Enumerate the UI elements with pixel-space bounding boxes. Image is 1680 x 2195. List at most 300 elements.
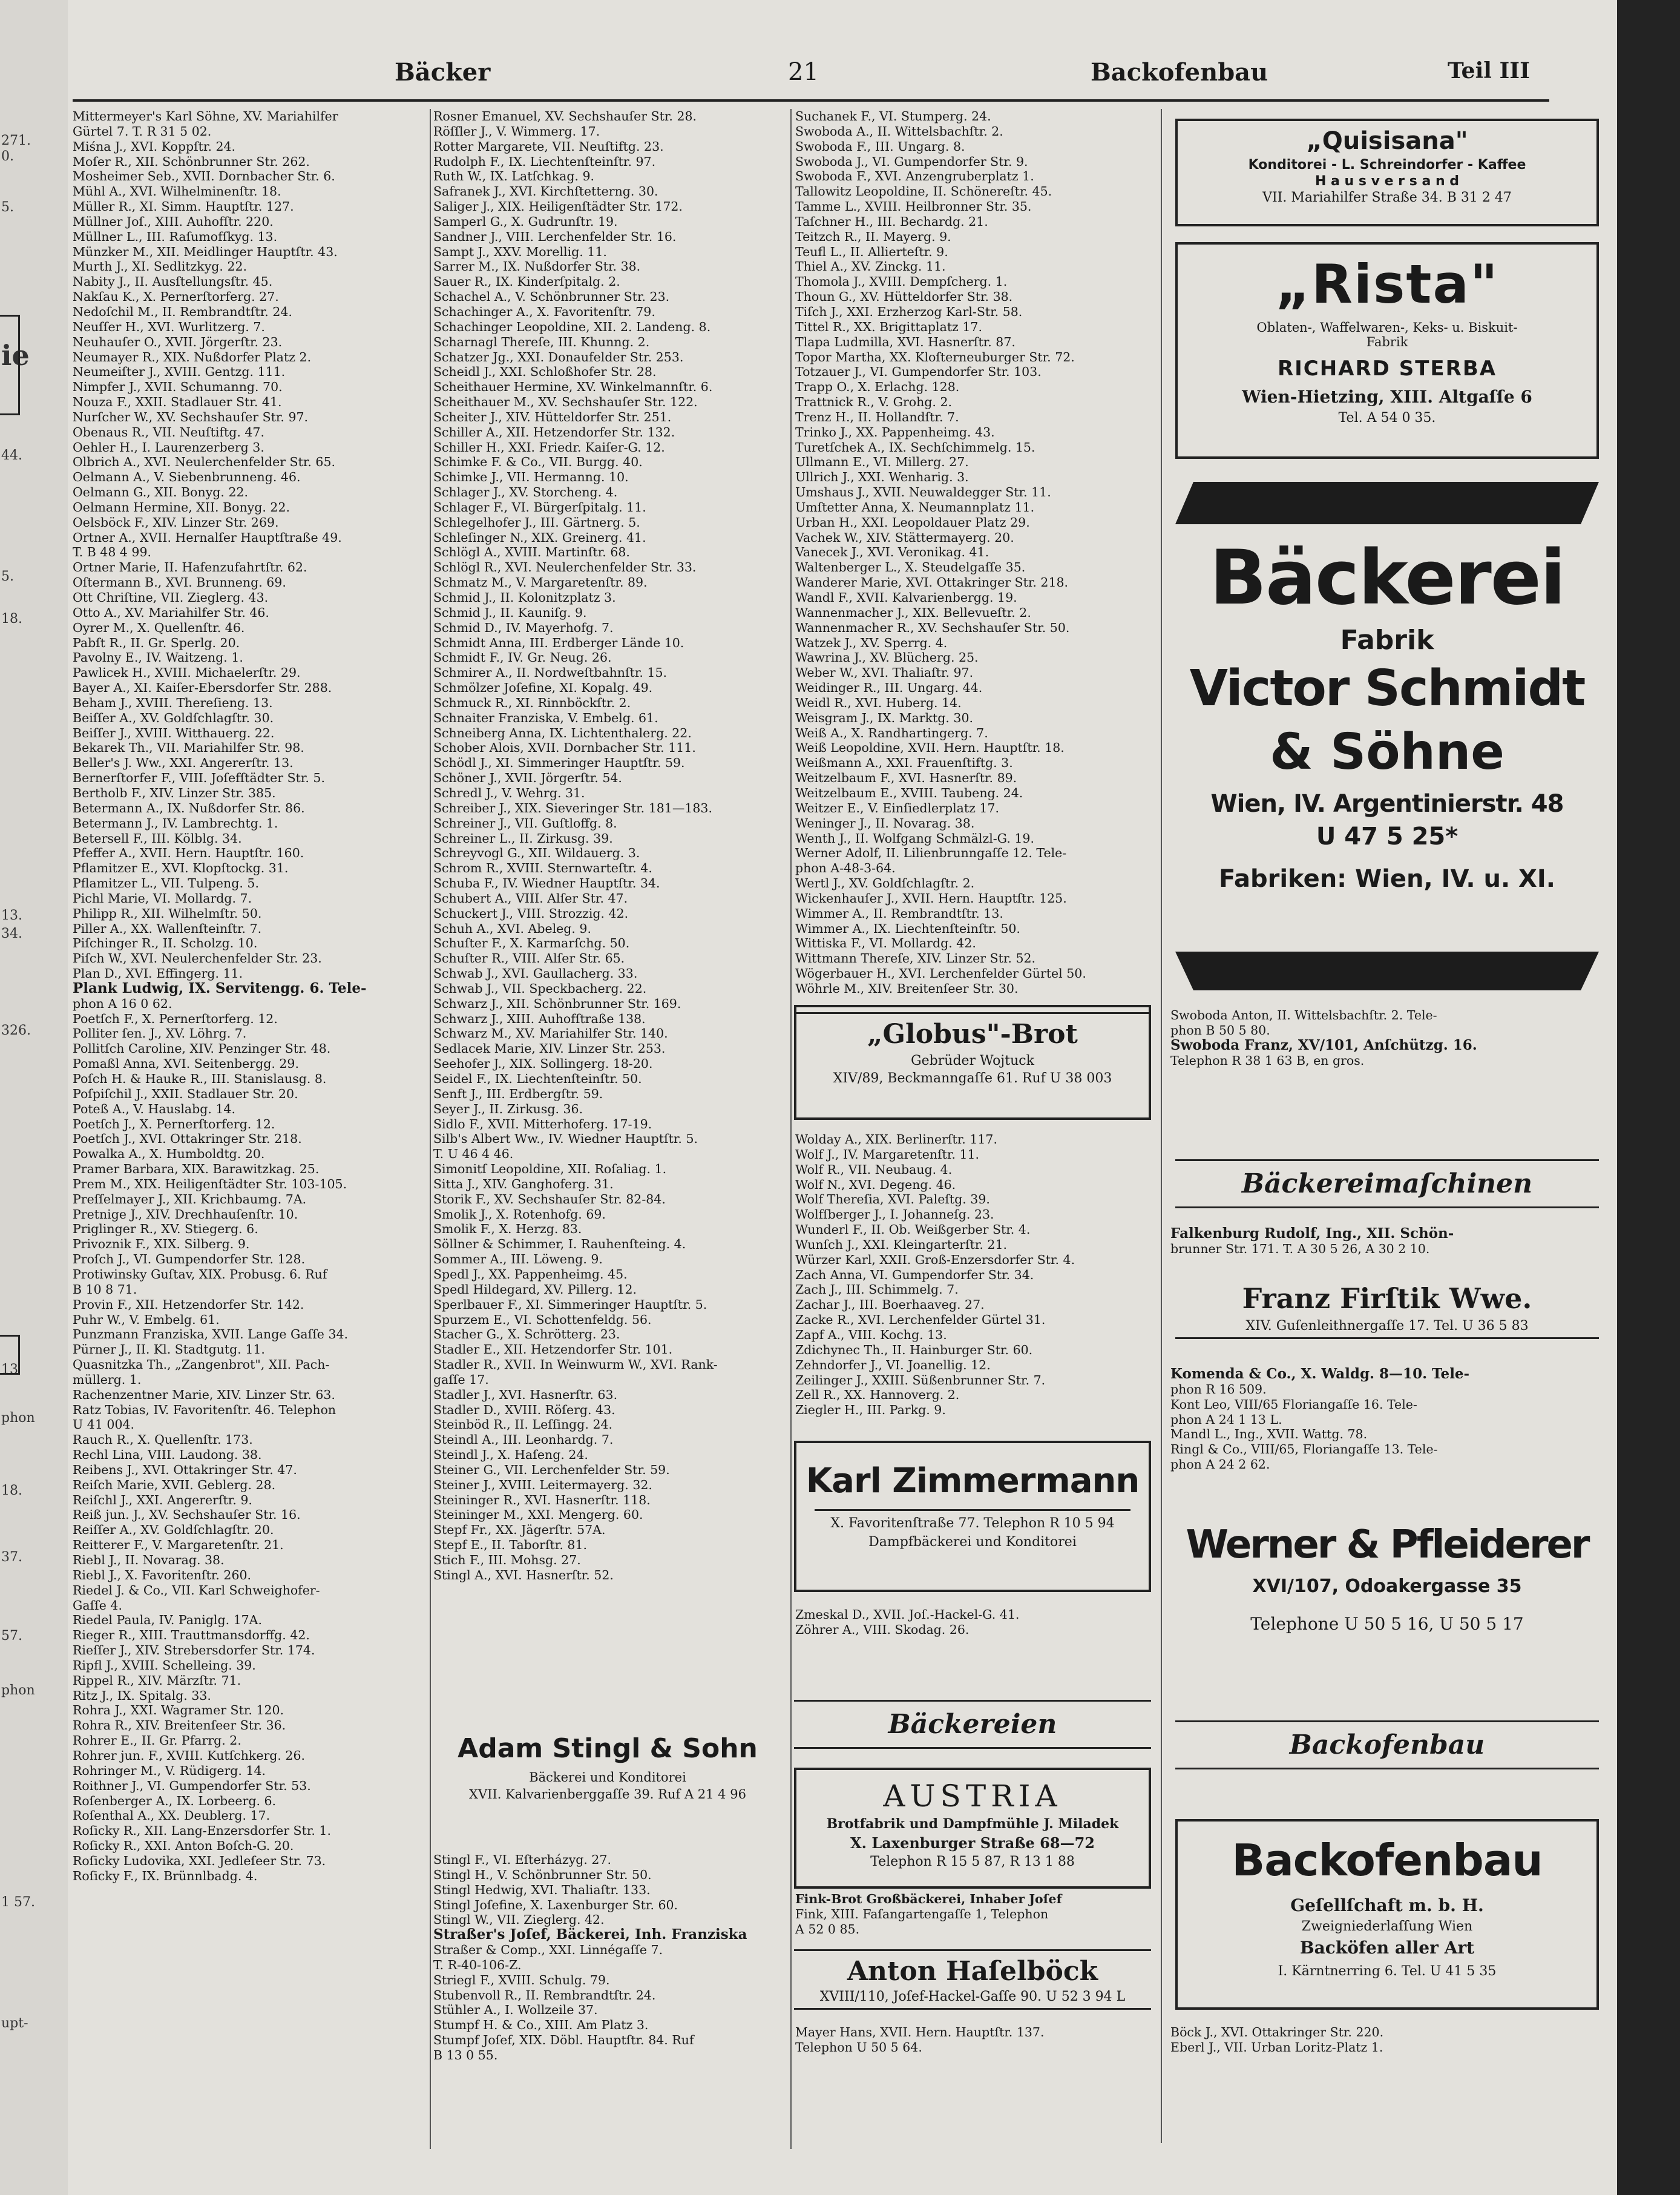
ad-zimmermann-line2: Dampfbäckerei und Konditorei — [868, 1535, 1077, 1550]
list-item: Protiwinsky Guſtav, XIX. Probusg. 6. Ruf — [73, 1266, 327, 1282]
list-item: Schödl J., XI. Simmeringer Hauptſtr. 59. — [433, 755, 685, 771]
list-item: Olbrich A., XVI. Neulerchenfelder Str. 65. — [73, 455, 336, 470]
ad-rista — [1175, 242, 1599, 459]
list-item: Schiller A., XII. Hetzendorfer Str. 132. — [433, 424, 675, 439]
list-item: Otto A., XV. Mariahilfer Str. 46. — [73, 605, 269, 620]
list-item: Wolfſberger J., I. Johanneſg. 23. — [795, 1207, 994, 1222]
list-item: Weitzelbaum F., XVI. Hasnerſtr. 89. — [795, 771, 1017, 786]
column-divider — [790, 109, 792, 2149]
list-item: Topor Martha, XX. Kloſterneuburger Str. 72. — [795, 349, 1075, 364]
list-item: Punzmann Franziska, XVII. Lange Gaſſe 34. — [73, 1327, 349, 1342]
list-item: Trenz H., II. Hollandſtr. 7. — [795, 409, 959, 424]
list-item: Mandl L., Ing., XVII. Wattg. 78. — [1170, 1427, 1368, 1442]
list-item: T. B 48 4 99. — [73, 545, 152, 560]
right-column-bottom-entries — [1170, 2025, 1606, 2055]
list-item: Totzauer J., VI. Gumpendorfer Str. 103. — [795, 364, 1042, 380]
list-item: Spurzem E., VI. Schottenfeldg. 56. — [433, 1312, 652, 1327]
list-item: Rauch R., X. Quellenſtr. 173. — [73, 1432, 253, 1447]
list-item: Reiſchl J., XXI. Angererſtr. 9. — [73, 1492, 252, 1507]
list-item: Powalka A., X. Humboldtg. 20. — [73, 1147, 265, 1162]
list-item: Ortner Marie, II. Hafenzufahrtſtr. 62. — [73, 560, 307, 575]
list-item: Schmatz M., V. Margaretenſtr. 89. — [433, 575, 648, 590]
list-item: Schachinger Leopoldine, XII. 2. Landeng. 8. — [433, 319, 711, 334]
section-baeckereimaschinen — [1175, 1159, 1599, 1211]
list-item: Seehofer J., XIX. Sollingerg. 18-20. — [433, 1056, 653, 1071]
ad-firstik-line1: XIV. Guſenleithnergaſſe 17. Tel. U 36 5 83 — [1245, 1318, 1529, 1334]
list-item: Rohra R., XIV. Breitenſeer Str. 36. — [73, 1718, 286, 1733]
list-item: Philipp R., XII. Wilhelmſtr. 50. — [73, 906, 262, 921]
list-item: Riedel Paula, IV. Paniglg. 17A. — [73, 1613, 263, 1628]
section-backofenbau-title: Backofenbau — [1289, 1729, 1485, 1760]
ad-schmidt-l6: U 47 5 25* — [1316, 823, 1459, 851]
ad-rista-line4: Wien-Hietzing, XIII. Altgaſſe 6 — [1242, 387, 1532, 407]
list-item: Reiſch Marie, XVII. Geblerg. 28. — [73, 1477, 276, 1492]
ad-firstik-name: Franz Firſtik Wwe. — [1242, 1282, 1532, 1315]
list-item: Priglinger R., XV. Stiegerg. 6. — [73, 1222, 258, 1237]
list-item: Schmirer A., II. Nordweſtbahnſtr. 15. — [433, 665, 668, 680]
list-item: Oelmann A., V. Siebenbrunneng. 46. — [73, 470, 301, 485]
list-item: Schlögl A., XVIII. Martinſtr. 68. — [433, 545, 630, 560]
list-item: Sommer A., III. Löweng. 9. — [433, 1252, 603, 1267]
list-item: Mühl A., XVI. Wilhelminenſtr. 18. — [73, 184, 281, 199]
list-item: Wawrina J., XV. Blücherg. 25. — [795, 650, 979, 665]
list-item: Oelmann Hermine, XII. Bonyg. 22. — [73, 499, 290, 515]
list-item: Sedlacek Marie, XIV. Linzer Str. 253. — [433, 1041, 666, 1056]
list-item: Ritz J., IX. Spitalg. 33. — [73, 1688, 211, 1703]
list-item: Wunſch J., XXI. Kleingarterſtr. 21. — [795, 1237, 1008, 1252]
list-item: Nouza F., XXII. Stadlauer Str. 41. — [73, 395, 282, 410]
list-item: Pollitſch Caroline, XIV. Penzinger Str. 48. — [73, 1041, 331, 1056]
list-item: Ullmann E., VI. Millerg. 27. — [795, 455, 969, 470]
ad-austria-name: AUSTRIA — [883, 1779, 1062, 1814]
list-item: phon A-48-3-64. — [795, 861, 896, 876]
list-item: Quasnitzka Th., „Zangenbrot", XII. Pach- — [73, 1357, 330, 1372]
list-item: Schubert A., VIII. Alſer Str. 47. — [433, 890, 628, 906]
list-item: Weißmann A., XXI. Frauenſtiftg. 3. — [795, 755, 1013, 771]
list-item: Stich F., III. Mohsg. 27. — [433, 1553, 581, 1567]
list-item: Ringl & Co., VIII/65, Floriangaſſe 13. Tele- — [1170, 1442, 1438, 1457]
list-item: Ratz Tobias, IV. Favoritenſtr. 46. Telephon — [73, 1402, 336, 1417]
list-item: Stingl F., VI. Eſterházyg. 27. — [433, 1852, 612, 1867]
list-item: Neuſſer H., XVI. Wurlitzerg. 7. — [73, 319, 265, 334]
ad-schmidt-bottom-band — [1175, 952, 1599, 990]
ad-rista-line5: Tel. A 54 0 35. — [1338, 410, 1436, 426]
list-item: Weidl R., XVI. Huberg. 14. — [795, 695, 962, 710]
ad-schmidt-l7: Fabriken: Wien, IV. u. XI. — [1219, 865, 1555, 893]
list-item: Mayer Hans, XVII. Hern. Hauptſtr. 137. — [795, 2025, 1045, 2039]
previous-page-fragment: 57. — [1, 1628, 22, 1644]
list-item: Ruth W., IX. Latſchkag. 9. — [433, 169, 595, 184]
list-item: Piſchinger R., II. Scholzg. 10. — [73, 936, 258, 951]
list-item: Schimke J., VII. Hermanng. 10. — [433, 470, 629, 485]
list-item: Böck J., XVI. Ottakringer Str. 220. — [1170, 2025, 1384, 2039]
ad-rista-name: „Rista" — [1275, 253, 1499, 315]
ad-schmidt-l2: Fabrik — [1340, 625, 1434, 656]
list-item: Wunderl F., II. Ob. Weißgerber Str. 4. — [795, 1222, 1031, 1237]
section-baeckereien — [794, 1700, 1151, 1752]
fink-brot-entry — [795, 1892, 1152, 1937]
ad-austria-line3: Telephon R 15 5 87, R 13 1 88 — [870, 1854, 1075, 1869]
list-item: Stadler R., XVII. In Weinwurm W., XVI. Rank- — [433, 1357, 718, 1372]
list-item: Saliger J., XIX. Heiligenſtädter Str. 172. — [433, 199, 683, 214]
list-item: Weisgram J., IX. Marktg. 30. — [795, 710, 974, 725]
list-item: Schwab J., VII. Speckbacherg. 22. — [433, 981, 647, 996]
list-item: Schmid J., II. Kolonitzplatz 3. — [433, 590, 616, 605]
directory-page — [68, 0, 1617, 2195]
list-item: Prem M., XIX. Heiligenſtädter Str. 103-105. — [73, 1176, 347, 1191]
list-item: Stadler J., XVI. Hasnerſtr. 63. — [433, 1387, 618, 1402]
list-item: Neumeiſter J., XVIII. Gentzg. 111. — [73, 364, 286, 380]
list-item: Ripfl J., XVIII. Schelleing. 39. — [73, 1657, 256, 1673]
list-item: phon B 50 5 80. — [1170, 1022, 1270, 1038]
list-item: Vanecek J., XVI. Veronikag. 41. — [795, 545, 989, 560]
list-item: Sperlbauer F., XI. Simmeringer Hauptſtr. 5. — [433, 1297, 707, 1312]
ad-schmidt-l3: Victor Schmidt — [1189, 660, 1585, 717]
previous-page-fragment: 1 57. — [1, 1895, 35, 1910]
list-item: Roſicky F., IX. Brünnlbadg. 4. — [73, 1868, 258, 1883]
ad-werner-name: Werner & Pfleiderer — [1186, 1522, 1589, 1567]
list-item: Swoboda Anton, II. Wittelsbachſtr. 2. Tele- — [1170, 1008, 1437, 1022]
list-item: Poetſch J., XVI. Ottakringer Str. 218. — [73, 1131, 302, 1147]
list-item: Roſenthal A., XX. Deublerg. 17. — [73, 1808, 271, 1823]
list-item: Stumpf H. & Co., XIII. Am Platz 3. — [433, 2018, 649, 2033]
list-item: Schwarz J., XII. Schönbrunner Str. 169. — [433, 996, 681, 1011]
list-item: Stingl Joſefine, X. Laxenburger Str. 60. — [433, 1897, 678, 1912]
list-item: Sitta J., XIV. Ganghoferg. 31. — [433, 1176, 614, 1191]
list-item: U 41 004. — [73, 1417, 135, 1432]
list-item: Beham J., XVIII. Thereſieng. 13. — [73, 695, 273, 710]
list-item: Seidel F., IX. Liechtenſteinſtr. 50. — [433, 1071, 642, 1086]
list-item: Puhr W., V. Embelg. 61. — [73, 1312, 220, 1327]
list-item: Rohrer jun. F., XVIII. Kutſchkerg. 26. — [73, 1748, 306, 1763]
list-item: Schrom R., XVIII. Sternwarteſtr. 4. — [433, 861, 652, 876]
list-item: Swoboda Franz, XV/101, Anſchützg. 16. — [1170, 1038, 1477, 1053]
list-item: Weninger J., II. Novarag. 38. — [795, 815, 975, 831]
swoboda-entries — [1170, 1008, 1606, 1068]
ad-austria — [794, 1768, 1151, 1889]
list-item: Riebl J., X. Favoritenſtr. 260. — [73, 1567, 252, 1582]
header-right-keyword: Backofenbau — [1091, 58, 1268, 87]
list-item: Ullrich J., XXI. Wenharig. 3. — [795, 470, 969, 485]
list-item: Schuh A., XVI. Abeleg. 9. — [433, 921, 591, 936]
list-item: phon A 24 1 13 L. — [1170, 1412, 1282, 1427]
ad-zimmermann-name: Karl Zimmermann — [806, 1461, 1140, 1501]
previous-page-fragment: 18. — [1, 1483, 22, 1498]
list-item: Proſch J., VI. Gumpendorfer Str. 128. — [73, 1252, 306, 1267]
ad-globus-line1: Gebrüder Wojtuck — [911, 1053, 1034, 1068]
list-item: Kont Leo, VIII/65 Floriangaſſe 16. Tele- — [1170, 1397, 1417, 1412]
list-item: Wittiska F., VI. Mollardg. 42. — [795, 936, 976, 951]
previous-page-fragment: 0. — [1, 149, 14, 164]
ad-globus-name: „Globus"-Brot — [867, 1019, 1078, 1050]
list-item: Scheithauer Hermine, XV. Winkelmannſtr. 6. — [433, 380, 713, 395]
ad-rista-line2: Fabrik — [1366, 335, 1408, 349]
list-item: Roſicky Ludovika, XXI. Jedleſeer Str. 73. — [73, 1853, 326, 1868]
ad-rista-line3: RICHARD STERBA — [1277, 357, 1497, 381]
list-item: Rieger R., XIII. Trauttmansdorffg. 42. — [73, 1628, 310, 1643]
list-item: Thomola J., XVIII. Dempſcherg. 1. — [795, 274, 1008, 289]
list-item: Tiſch J., XXI. Erzherzog Karl-Str. 58. — [795, 304, 1023, 319]
list-item: Zmeskal D., XVII. Joſ.-Hackel-G. 41. — [795, 1607, 1020, 1622]
list-item: Preſſelmayer J., XII. Krichbaumg. 7A. — [73, 1191, 307, 1206]
ad-zimmermann-line1: X. Favoritenſtraße 77. Telephon R 10 5 94 — [830, 1516, 1115, 1531]
ad-stingl-line1: Bäckerei und Konditorei — [529, 1770, 686, 1785]
band-shape — [1175, 952, 1599, 990]
list-item: Nimpfer J., XVII. Schumanng. 70. — [73, 380, 283, 395]
list-item: Samperl G., X. Gudrunſtr. 19. — [433, 214, 618, 229]
list-item: Zach Anna, VI. Gumpendorfer Str. 34. — [795, 1267, 1034, 1282]
list-item: Schmölzer Joſefine, XI. Kopalg. 49. — [433, 680, 653, 696]
list-item: Privoznik F., XIX. Silberg. 9. — [73, 1237, 250, 1252]
list-item: Wenth J., II. Wolfgang Schmälzl-G. 19. — [795, 831, 1034, 846]
list-item: Stingl H., V. Schönbrunner Str. 50. — [433, 1867, 652, 1882]
column-divider — [430, 109, 431, 2149]
list-item: Schachinger A., X. Favoritenſtr. 79. — [433, 304, 655, 319]
list-item: Schwab J., XVI. Gaullacherg. 33. — [433, 966, 638, 981]
list-item: Schlegelhofer J., III. Gärtnerg. 5. — [433, 515, 640, 530]
list-item: Komenda & Co., X. Waldg. 8—10. Tele- — [1170, 1367, 1470, 1382]
list-item: Sarrer M., IX. Nußdorfer Str. 38. — [433, 259, 641, 274]
list-item: Schober Alois, XVII. Dornbacher Str. 111. — [433, 740, 696, 755]
ad-quisisana-line2: H a u s v e r s a n d — [1314, 174, 1460, 189]
previous-page-ad-box — [0, 1335, 20, 1375]
previous-page-fragment: 44. — [1, 448, 22, 463]
list-item: Schlager J., XV. Storcheng. 4. — [433, 485, 618, 500]
ad-backofenbau-gesellschaft — [1175, 1819, 1599, 2010]
list-item: Rotter Margarete, VII. Neuſtiftg. 23. — [433, 139, 664, 154]
list-item: Bekarek Th., VII. Mariahilfer Str. 98. — [73, 740, 304, 755]
list-item: Oſtermann B., XVI. Brunneng. 69. — [73, 575, 286, 590]
list-item: Wannenmacher R., XV. Sechshauſer Str. 50. — [795, 620, 1070, 635]
list-item: Sampt J., XXV. Morellig. 11. — [433, 244, 607, 259]
column-2 — [433, 109, 788, 1583]
list-item: Schleſinger N., XIX. Greinerg. 41. — [433, 530, 646, 545]
list-item: brunner Str. 171. T. A 30 5 26, A 30 2 10. — [1170, 1241, 1430, 1256]
list-item: Swoboda F., XVI. Anzengruberplatz 1. — [795, 169, 1034, 184]
list-item: Schreyvogl G., XII. Wildauerg. 3. — [433, 846, 640, 861]
list-item: Scheithauer M., XV. Sechshauſer Str. 122. — [433, 395, 698, 410]
list-item: Wöhrle M., XIV. Breitenſeer Str. 30. — [795, 981, 1019, 996]
section-maschinen-title: Bäckereimaſchinen — [1241, 1168, 1533, 1199]
list-item: Reiſſer A., XV. Goldſchlagſtr. 20. — [73, 1522, 274, 1538]
list-item: Falkenburg Rudolf, Ing., XII. Schön- — [1170, 1226, 1454, 1242]
list-item: Schöner J., XVII. Jörgerſtr. 54. — [433, 771, 622, 786]
list-item: Pabſt R., II. Gr. Sperlg. 20. — [73, 635, 240, 650]
list-item: Betersell F., III. Kölblg. 34. — [73, 831, 242, 846]
ad-adam-stingl — [438, 1722, 777, 1842]
list-item: Scharnagl Thereſe, III. Khunng. 2. — [433, 334, 650, 349]
list-item: Wimmer A., IX. Liechtenſteinſtr. 50. — [795, 921, 1020, 936]
list-item: Beller's J. Ww., XXI. Angererſtr. 13. — [73, 755, 294, 771]
ad-stingl-name: Adam Stingl & Sohn — [458, 1733, 758, 1764]
list-item: Neumayer R., XIX. Nußdorfer Platz 2. — [73, 349, 312, 364]
list-item: Pfeffer A., XVII. Hern. Hauptſtr. 160. — [73, 846, 304, 861]
list-item: Röſſler J., V. Wimmerg. 17. — [433, 123, 600, 139]
list-item: Stingl A., XVI. Hasnerſtr. 52. — [433, 1567, 614, 1582]
ad-austria-line2: X. Laxenburger Straße 68—72 — [850, 1834, 1095, 1852]
page-number: 21 — [788, 58, 819, 86]
list-item: Schiller H., XXI. Friedr. Kaiſer-G. 12. — [433, 439, 665, 455]
ad-globus-line2: XIV/89, Beckmanngaſſe 61. Ruf U 38 003 — [833, 1071, 1112, 1086]
list-item: Rohra J., XXI. Wagramer Str. 120. — [73, 1703, 284, 1718]
previous-page-fragment: 13 — [1, 1362, 18, 1377]
list-item: B 10 8 71. — [73, 1282, 137, 1297]
list-item: Eberl J., VII. Urban Loritz-Platz 1. — [1170, 2039, 1383, 2055]
list-item: Nakſau K., X. Pernerſtorferg. 27. — [73, 289, 279, 304]
band-shape — [1175, 482, 1599, 524]
list-item: Schachel A., V. Schönbrunner Str. 23. — [433, 289, 670, 304]
list-item: Schlager F., VI. Bürgerſpitalg. 11. — [433, 499, 646, 515]
list-item: Watzek J., XV. Sperrg. 4. — [795, 635, 948, 650]
list-item: Schimke F. & Co., VII. Burgg. 40. — [433, 455, 643, 470]
list-item: Senft J., III. Erdbergſtr. 59. — [433, 1086, 603, 1101]
list-item: Stumpf Joſef, XIX. Döbl. Hauptſtr. 84. Ruf — [433, 2033, 694, 2048]
ad-backofenbau-line2: Zweigniederlaſſung Wien — [1301, 1919, 1473, 1934]
list-item: Bertholb F., XIV. Linzer Str. 385. — [73, 785, 276, 800]
ad-backofenbau-line4: I. Kärntnerring 6. Tel. U 41 5 35 — [1278, 1964, 1497, 1979]
list-item: Riedel J. & Co., VII. Karl Schweighofer- — [73, 1582, 320, 1598]
list-item: Piller A., XX. Wallenſteinſtr. 7. — [73, 921, 262, 936]
list-item: Rohrer E., II. Gr. Pfarrg. 2. — [73, 1733, 241, 1748]
previous-page-fragment: 34. — [1, 926, 22, 941]
previous-page-fragment: 37. — [1, 1550, 22, 1565]
list-item: Telephon U 50 5 64. — [795, 2039, 922, 2055]
list-item: Silb's Albert Ww., IV. Wiedner Hauptſtr. 5. — [433, 1131, 698, 1147]
list-item: Poetſch F., X. Pernerſtorferg. 12. — [73, 1011, 278, 1026]
ad-anton-haselboeck — [794, 1949, 1151, 2016]
ad-quisisana-line1: Konditorei - L. Schreindorfer - Kaffee — [1248, 157, 1526, 173]
list-item: Telephon R 38 1 63 B, en gros. — [1170, 1053, 1365, 1068]
list-item: Bayer A., XI. Kaiſer-Ebersdorfer Str. 288. — [73, 680, 332, 696]
ad-schmidt-l5: Wien, IV. Argentinierstr. 48 — [1210, 790, 1564, 818]
list-item: Wolday A., XIX. Berlinerſtr. 117. — [795, 1132, 997, 1147]
list-item: Miśna J., XVI. Koppſtr. 24. — [73, 139, 236, 154]
previous-page-fragment: 326. — [1, 1023, 31, 1038]
previous-page-fragment: 5. — [1, 200, 14, 215]
list-item: Schreiber J., XIX. Sieveringer Str. 181—183. — [433, 800, 712, 815]
list-item: Steiner G., VII. Lerchenfelder Str. 59. — [433, 1462, 670, 1477]
list-item: Weitzer E., V. Einſiedlerplatz 17. — [795, 800, 1000, 815]
list-item: Schuſter R., VIII. Alſer Str. 65. — [433, 951, 625, 966]
previous-page-fragment: 271. — [1, 133, 31, 148]
list-item: Schatzer Jg., XXI. Donaufelder Str. 253. — [433, 349, 684, 364]
column-3 — [795, 109, 1152, 996]
previous-page-fragment: 18. — [1, 611, 22, 627]
ad-haselboeck-name: Anton Haſelböck — [847, 1956, 1098, 1987]
previous-page-fragment: 5. — [1, 569, 14, 584]
list-item: Steiner J., XVIII. Leitermayerg. 32. — [433, 1477, 652, 1492]
list-item: Poſpiſchil J., XXII. Stadlauer Str. 20. — [73, 1086, 298, 1101]
list-item: Smolik F., X. Herzg. 83. — [433, 1222, 582, 1237]
list-item: Steindl A., III. Leonhardg. 7. — [433, 1432, 614, 1447]
list-item: Reiß jun. J., XV. Sechshauſer Str. 16. — [73, 1507, 301, 1522]
ad-quisisana-line3: VII. Mariahilfer Straße 34. B 31 2 47 — [1262, 190, 1512, 205]
list-item: Zehndorfer J., VI. Joanellig. 12. — [795, 1357, 991, 1372]
list-item: Schwarz J., XIII. Auhofſtraße 138. — [433, 1011, 646, 1026]
list-item: Steinböd R., II. Leſſingg. 24. — [433, 1417, 613, 1432]
list-item: Pürner J., II. Kl. Stadtgutg. 11. — [73, 1342, 265, 1357]
list-item: Obenaus R., VII. Neuſtiftg. 47. — [73, 424, 264, 439]
list-item: Beiſſer A., XV. Goldſchlagſtr. 30. — [73, 710, 274, 725]
list-item: Beiſſer J., XVIII. Witthauerg. 22. — [73, 725, 275, 740]
list-item: Plan D., XVI. Effingerg. 11. — [73, 966, 243, 981]
komenda-entries — [1170, 1367, 1606, 1472]
list-item: Roſicky R., XII. Lang-Enzersdorfer Str. 1. — [73, 1823, 331, 1838]
list-item: Sidlo F., XVII. Mitterhoferg. 17-19. — [433, 1116, 652, 1131]
list-item: Rohringer M., V. Rüdigerg. 14. — [73, 1763, 266, 1778]
column-divider — [1161, 109, 1162, 2143]
list-item: Plank Ludwig, IX. Servitengg. 6. Tele- — [73, 981, 367, 996]
list-item: Schreiner J., VII. Guſtloffg. 8. — [433, 815, 617, 831]
list-item: T. R-40-106-Z. — [433, 1957, 522, 1972]
list-item: Müllner Joſ., XIII. Auhofſtr. 220. — [73, 214, 274, 229]
list-item: Pomaßl Anna, XVI. Seitenbergg. 29. — [73, 1056, 299, 1071]
list-item: Poſch H. & Hauke R., III. Stanislausg. 8. — [73, 1071, 327, 1086]
list-item: Umſtetter Anna, X. Neumannplatz 11. — [795, 499, 1035, 515]
ad-karl-zimmermann — [794, 1441, 1151, 1592]
list-item: B 13 0 55. — [433, 2047, 498, 2062]
list-item: Schredl J., V. Wehrg. 31. — [433, 785, 585, 800]
list-item: Weiß A., X. Randhartingerg. 7. — [795, 725, 988, 740]
section-backofenbau — [1175, 1720, 1599, 1772]
list-item: Thoun G., XV. Hütteldorfer Str. 38. — [795, 289, 1013, 304]
list-item: Turetſchek A., IX. Sechſchimmelg. 15. — [795, 439, 1035, 455]
list-item: Wandl F., XVII. Kalvarienbergg. 19. — [795, 590, 1017, 605]
list-item: Stepf Fr., XX. Jägerſtr. 57A. — [433, 1522, 606, 1538]
list-item: Müllner L., III. Raſumofſkyg. 13. — [73, 229, 278, 244]
list-item: Zacke R., XVI. Lerchenfelder Gürtel 31. — [795, 1312, 1046, 1328]
list-item: Schmid D., IV. Mayerhofg. 7. — [433, 620, 614, 635]
list-item: Provin F., XII. Hetzendorfer Str. 142. — [73, 1297, 304, 1312]
list-item: Swoboda A., II. Wittelsbachſtr. 2. — [795, 123, 1003, 139]
list-item: Wickenhauſer J., XVII. Hern. Hauptſtr. 125. — [795, 890, 1067, 906]
list-item: Stühler A., I. Wollzeile 37. — [433, 2002, 598, 2018]
list-item: phon R 16 509. — [1170, 1381, 1267, 1397]
header-left-keyword: Bäcker — [395, 58, 491, 87]
list-item: Smolik J., X. Rotenhofg. 69. — [433, 1206, 606, 1222]
maschinen-entries — [1170, 1226, 1606, 1257]
list-item: Wannenmacher J., XIX. Bellevueſtr. 2. — [795, 605, 1031, 620]
list-item: Betermann J., IV. Lambrechtg. 1. — [73, 815, 278, 831]
list-item: Steininger R., XVI. Hasnerſtr. 118. — [433, 1492, 651, 1507]
list-item: Schmid J., II. Kauniſg. 9. — [433, 605, 587, 620]
list-item: Weitzelbaum E., XVIII. Taubeng. 24. — [795, 785, 1023, 800]
list-item: Trattnick R., V. Grohg. 2. — [795, 395, 953, 410]
list-item: Tittel R., XX. Brigittaplatz 17. — [795, 319, 982, 334]
list-item: Zapf A., VIII. Kochg. 13. — [795, 1327, 947, 1342]
list-item: Pichl Marie, VI. Mollardg. 7. — [73, 890, 252, 906]
list-item: Söllner & Schimmer, I. Rauhenſteing. 4. — [433, 1237, 686, 1252]
list-item: Stadler D., XVIII. Röſerg. 43. — [433, 1402, 615, 1417]
list-item: Wolf J., IV. Margaretenſtr. 11. — [795, 1147, 980, 1162]
section-baeckereien-title: Bäckereien — [888, 1709, 1057, 1740]
list-item: A 52 0 85. — [795, 1921, 860, 1937]
previous-page-fragment: upt- — [1, 2016, 28, 2031]
list-item: T. U 46 4 46. — [433, 1147, 514, 1162]
list-item: Zach J., III. Schimmelg. 7. — [795, 1282, 959, 1297]
list-item: müllerg. 1. — [73, 1372, 142, 1387]
column-3-zmeskal — [795, 1607, 1152, 1637]
list-item: Schreiner L., II. Zirkusg. 39. — [433, 831, 613, 846]
list-item: Stacher G., X. Schrötterg. 23. — [433, 1327, 620, 1342]
list-item: Poteß A., V. Hauslabg. 14. — [73, 1101, 235, 1116]
list-item: Müller R., XI. Simm. Hauptſtr. 127. — [73, 199, 294, 214]
list-item: Rosner Emanuel, XV. Sechshauſer Str. 28. — [433, 109, 697, 123]
list-item: Wanderer Marie, XVI. Ottakringer Str. 218. — [795, 575, 1069, 590]
list-item: Steininger M., XXI. Mengerg. 60. — [433, 1507, 643, 1522]
list-item: Werner Adolf, II. Lilienbrunngaſſe 12. Tele- — [795, 846, 1067, 861]
previous-page-ad-box — [0, 315, 20, 415]
